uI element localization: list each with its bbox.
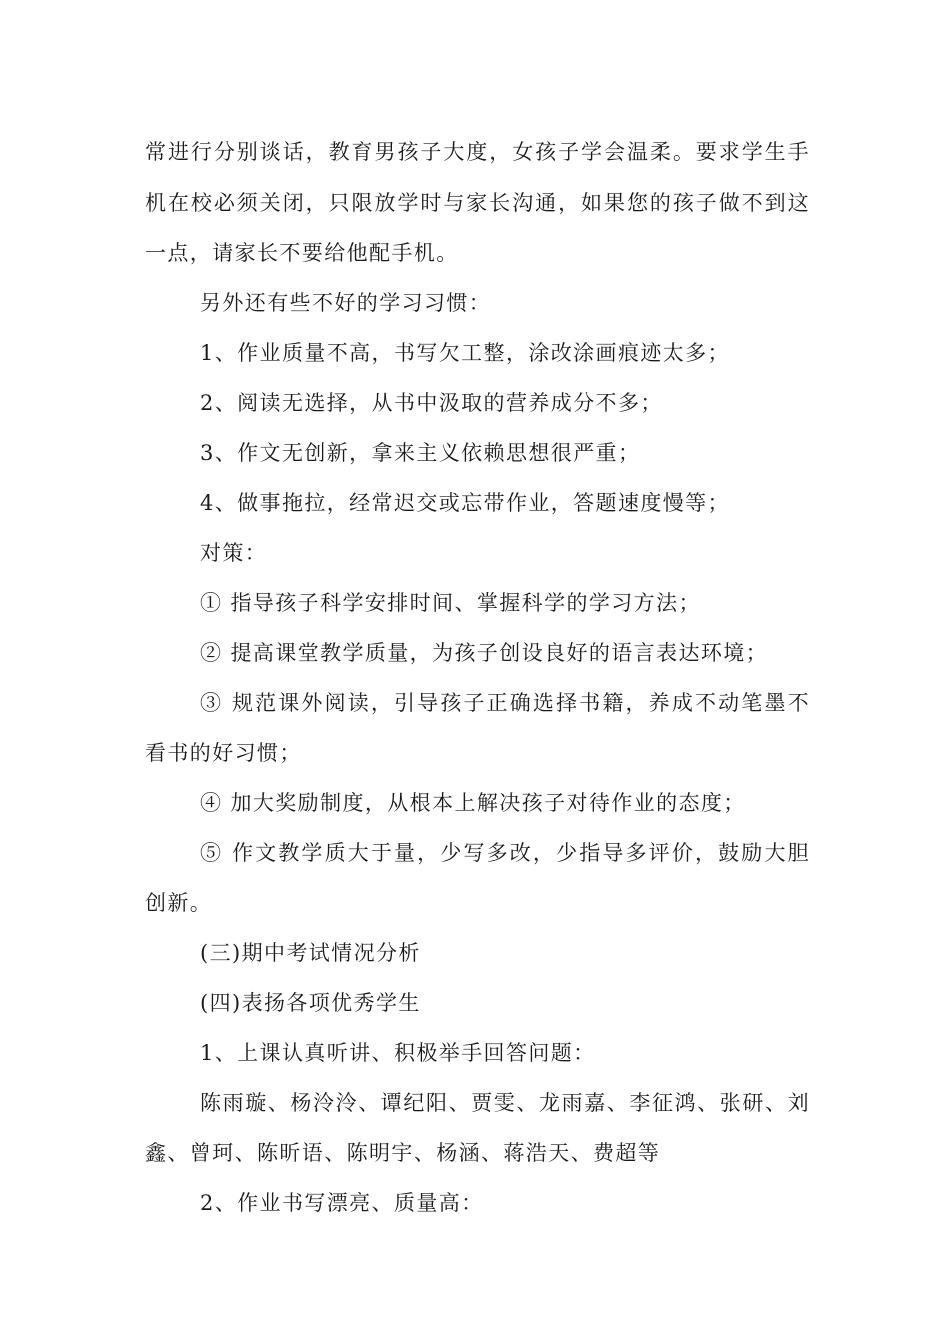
list-item: 3、作文无创新，拿来主义依赖思想很严重；	[200, 441, 641, 465]
student-names-line: 陈雨璇、杨泠泠、谭纪阳、贾雯、龙雨嘉、李征鸿、张研、刘	[200, 1091, 810, 1115]
section-heading: (四)表扬各项优秀学生	[200, 991, 421, 1015]
section-heading: (三)期中考试情况分析	[200, 941, 421, 965]
list-item: 2、阅读无选择，从书中汲取的营养成分不多；	[200, 391, 663, 415]
student-names-line: 鑫、曾珂、陈昕语、陈明宇、杨涵、蒋浩天、费超等	[145, 1141, 661, 1165]
list-item: ③ 规范课外阅读，引导孩子正确选择书籍，养成不动笔墨不	[200, 691, 810, 715]
list-item: ② 提高课堂教学质量，为孩子创设良好的语言表达环境；	[200, 641, 769, 665]
list-item: 1、作业质量不高，书写欠工整，涂改涂画痕迹太多；	[200, 341, 730, 365]
paragraph-line: 常进行分别谈话，教育男孩子大度，女孩子学会温柔。要求学生手	[145, 140, 810, 164]
list-item: ① 指导孩子科学安排时间、掌握科学的学习方法；	[200, 591, 701, 615]
paragraph-line: 创新。	[145, 891, 213, 915]
paragraph-line: 看书的好习惯；	[145, 741, 302, 765]
list-item: 4、做事拖拉，经常迟交或忘带作业，答题速度慢等；	[200, 491, 730, 515]
list-item: 1、上课认真听讲、积极举手回答问题：	[200, 1041, 596, 1065]
paragraph-line: 一点，请家长不要给他配手机。	[145, 241, 459, 265]
section-label: 对策：	[200, 541, 268, 565]
paragraph-line: 另外还有些不好的学习习惯：	[200, 291, 492, 315]
list-item: ⑤ 作文教学质大于量，少写多改，少指导多评价，鼓励大胆	[200, 841, 810, 865]
list-item: 2、作业书写漂亮、质量高：	[200, 1191, 484, 1215]
list-item: ④ 加大奖励制度，从根本上解决孩子对待作业的态度；	[200, 791, 746, 815]
paragraph-line: 机在校必须关闭，只限放学时与家长沟通，如果您的孩子做不到这	[145, 191, 810, 215]
